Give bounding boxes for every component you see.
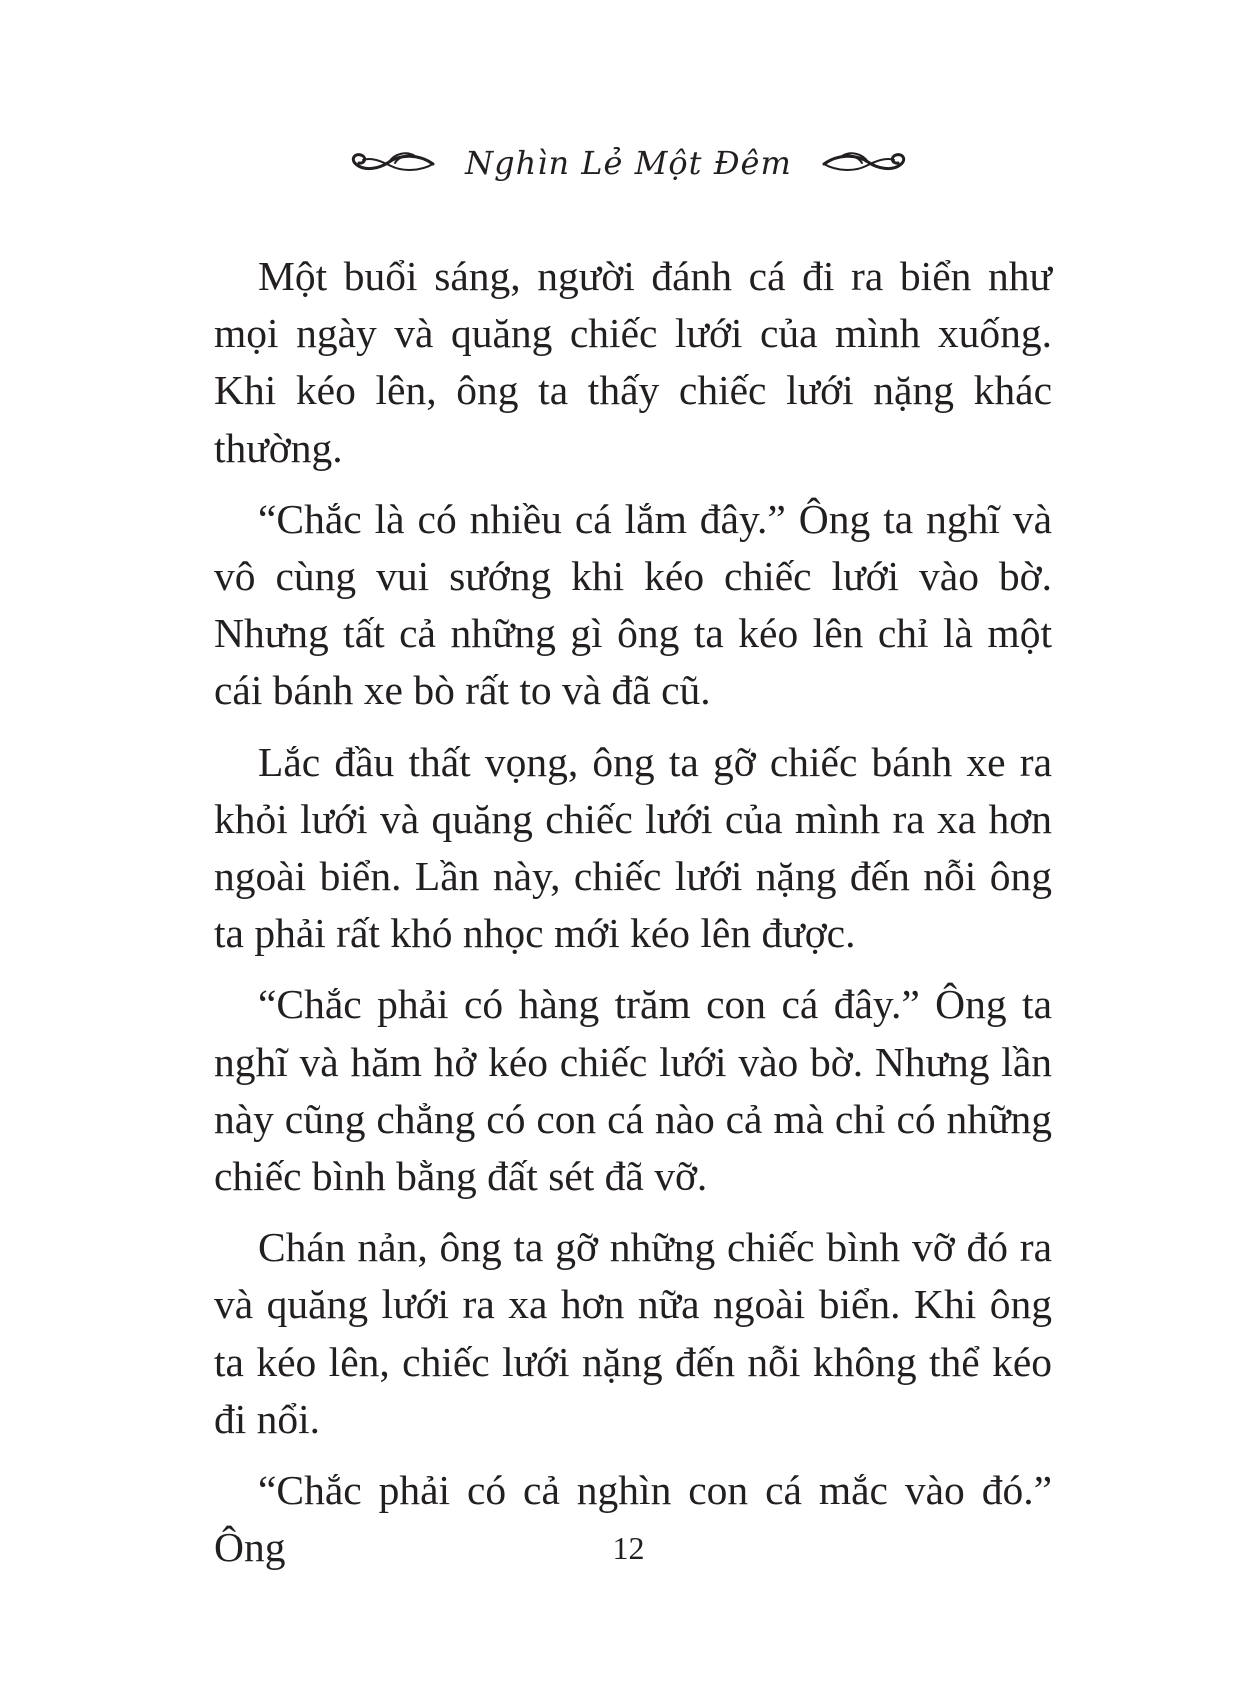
paragraph: “Chắc là có nhiều cá lắm đây.” Ông ta nghĩ và vô cùng vui sướng khi kéo chiếc lưới vào bờ. Nhưng tất cả những gì ông ta kéo lên chỉ là một cái bánh xe bò rất to và đã cũ. (214, 495, 1052, 714)
paragraph: “Chắc phải có hàng trăm con cá đây.” Ông ta nghĩ và hăm hở kéo chiếc lưới vào bờ. Nhưng lần này cũng chẳng có con cá nào cả mà chỉ có những chiếc bình bằng đất sét đã vỡ. (214, 981, 1052, 1200)
paragraph: Chán nản, ông ta gỡ những chiếc bình vỡ đó ra và quăng lưới ra xa hơn nữa ngoài biển. Khi ông ta kéo lên, chiếc lưới nặng đến nỗi không thể kéo đi nổi. (214, 1224, 1052, 1442)
paragraph: Một buổi sáng, người đánh cá đi ra biển như mọi ngày và quăng chiếc lưới của mình xuống. Khi kéo lên, ông ta thấy chiếc lưới nặng khác thường. (214, 253, 1052, 471)
paragraph: “Chắc phải có cả nghìn con cá mắc vào đó.” Ông (214, 1467, 1052, 1571)
page-header (0, 138, 1257, 188)
flourish-ornament-icon (820, 147, 914, 179)
story-text (214, 248, 1052, 1590)
flourish-ornament-icon (343, 147, 437, 179)
paragraph: Lắc đầu thất vọng, ông ta gỡ chiếc bánh xe ra khỏi lưới và quăng chiếc lưới của mình ra xa hơn ngoài biển. Lần này, chiếc lưới nặng đến nỗi ông ta phải rất khó nhọc mới kéo lên được. (214, 738, 1052, 957)
running-title: Nghìn Lẻ Một Đêm (465, 144, 792, 182)
page-number: 12 (612, 1530, 645, 1566)
